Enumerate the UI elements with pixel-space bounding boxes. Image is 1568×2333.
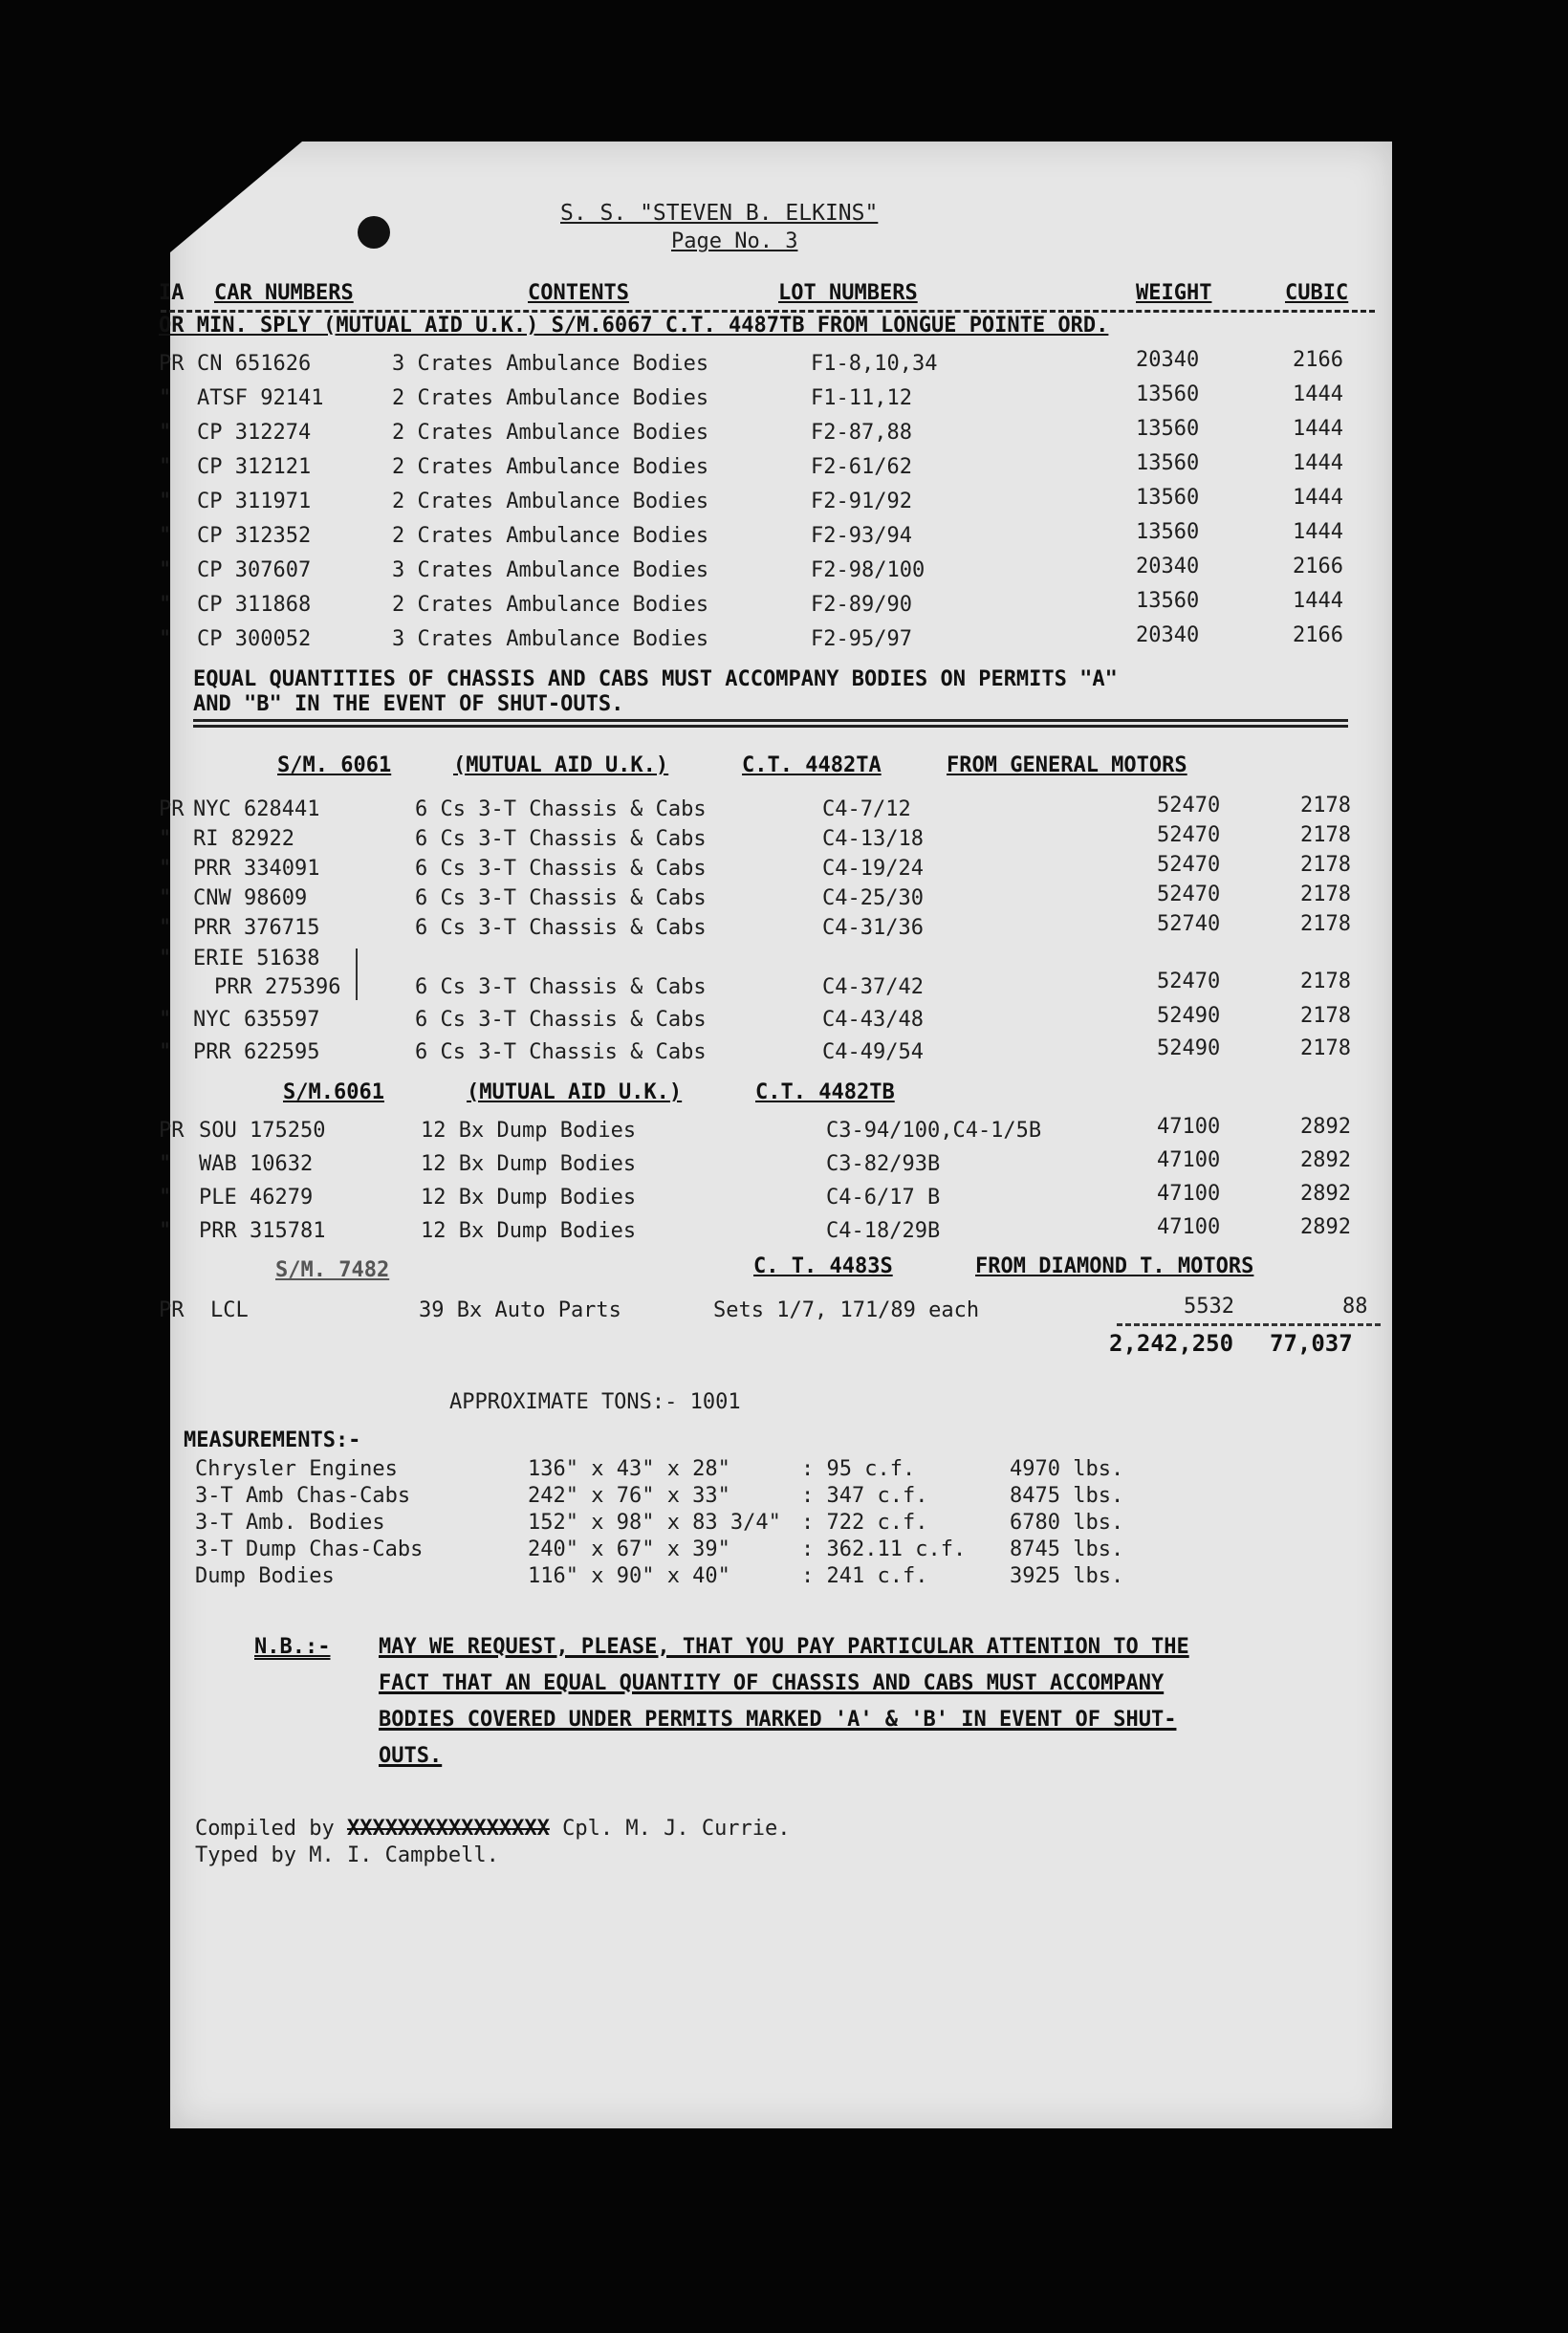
row-ia: ": [159, 421, 172, 445]
row-car-number: CP 312121: [197, 455, 312, 479]
row-cubic: 2892: [1300, 1148, 1351, 1172]
measure-cubic-feet: : 722 c.f.: [801, 1511, 928, 1535]
row-lot-number: C4-43/48: [822, 1008, 924, 1032]
lcl-car: LCL: [210, 1298, 249, 1322]
row-ia: ": [159, 490, 172, 513]
row-ia: ": [159, 886, 172, 910]
measure-item: 3-T Amb. Bodies: [195, 1511, 385, 1535]
row-cubic: 2166: [1293, 348, 1343, 372]
measure-weight: 4970 lbs.: [1010, 1457, 1124, 1481]
row-lot-number: F2-91/92: [811, 490, 912, 513]
row-weight: 13560: [1136, 486, 1200, 510]
row-cubic: 1444: [1293, 589, 1343, 613]
notice-rule-1: [193, 719, 1348, 722]
split-lot: C4-37/42: [822, 975, 924, 999]
row-cubic: 2166: [1293, 623, 1343, 647]
section2-aid: (MUTUAL AID U.K.): [453, 753, 669, 777]
row-contents: 12 Bx Dump Bodies: [421, 1152, 637, 1176]
page-number: Page No. 3: [671, 229, 798, 253]
row-cubic: 1444: [1293, 417, 1343, 441]
row-weight: 20340: [1136, 623, 1200, 647]
section4-ct: C. T. 4483S: [753, 1254, 893, 1278]
row-contents: 6 Cs 3-T Chassis & Cabs: [415, 1008, 707, 1032]
section4-from: FROM DIAMOND T. MOTORS: [975, 1254, 1254, 1278]
row-cubic: 1444: [1293, 382, 1343, 406]
row-lot-number: F2-95/97: [811, 627, 912, 651]
row-lot-number: F2-93/94: [811, 524, 912, 548]
row-cubic: 1444: [1293, 520, 1343, 544]
header-cubic: CUBIC: [1285, 281, 1349, 305]
compiled-by: Compiled by XXXXXXXXXXXXXXXX Cpl. M. J. Currie.: [195, 1817, 791, 1841]
row-weight: 13560: [1136, 451, 1200, 475]
row-ia: ": [159, 827, 172, 851]
row-weight: 13560: [1136, 520, 1200, 544]
total-cubic: 77,037: [1270, 1330, 1353, 1357]
section2-from: FROM GENERAL MOTORS: [947, 753, 1187, 777]
row-contents: 2 Crates Ambulance Bodies: [392, 593, 709, 617]
row-ia: ": [159, 386, 172, 410]
row-contents: 2 Crates Ambulance Bodies: [392, 421, 709, 445]
row-ia: ": [159, 627, 172, 651]
row-ia: ": [159, 455, 172, 479]
row-car-number: ATSF 92141: [197, 386, 324, 410]
split-cubic: 2178: [1300, 970, 1351, 993]
row-contents: 6 Cs 3-T Chassis & Cabs: [415, 916, 707, 940]
row-lot-number: C4-18/29B: [826, 1219, 941, 1243]
row-ia: PR: [159, 352, 185, 376]
row-weight: 52470: [1157, 853, 1221, 877]
header-lot-numbers: LOT NUMBERS: [778, 281, 918, 305]
measure-dimensions: 116" x 90" x 40": [528, 1564, 730, 1588]
approximate-tons: APPROXIMATE TONS:- 1001: [449, 1390, 741, 1414]
row-car-number: PLE 46279: [199, 1186, 314, 1210]
row-cubic: 2178: [1300, 883, 1351, 906]
measure-cubic-feet: : 362.11 c.f.: [801, 1537, 967, 1561]
row-weight: 52490: [1157, 1004, 1221, 1028]
lcl-weight: 5532: [1184, 1295, 1234, 1319]
row-car-number: SOU 175250: [199, 1119, 326, 1143]
section3-aid: (MUTUAL AID U.K.): [467, 1080, 683, 1104]
row-lot-number: F2-61/62: [811, 455, 912, 479]
row-weight: 47100: [1157, 1215, 1221, 1239]
row-cubic: 2178: [1300, 823, 1351, 847]
row-cubic: 2178: [1300, 1036, 1351, 1060]
row-ia: PR: [159, 1119, 185, 1143]
row-weight: 52470: [1157, 883, 1221, 906]
row-contents: 6 Cs 3-T Chassis & Cabs: [415, 886, 707, 910]
lcl-lot: Sets 1/7, 171/89 each: [713, 1298, 980, 1322]
row-contents: 12 Bx Dump Bodies: [421, 1186, 637, 1210]
row-ia: ": [159, 558, 172, 582]
row-lot-number: F2-87,88: [811, 421, 912, 445]
nb-line: OUTS.: [379, 1744, 443, 1768]
row-cubic: 1444: [1293, 486, 1343, 510]
totals-rule: [1117, 1323, 1381, 1326]
measure-cubic-feet: : 95 c.f.: [801, 1457, 916, 1481]
split-contents: 6 Cs 3-T Chassis & Cabs: [415, 975, 707, 999]
measure-weight: 6780 lbs.: [1010, 1511, 1124, 1535]
section3-sm: S/M.6061: [283, 1080, 384, 1104]
row-weight: 47100: [1157, 1115, 1221, 1139]
row-lot-number: C4-7/12: [822, 797, 911, 821]
nb-line: FACT THAT AN EQUAL QUANTITY OF CHASSIS AND CABS MUST ACCOMPANY: [379, 1671, 1165, 1695]
nb-label: N.B.:-: [254, 1635, 331, 1659]
row-car-number: CP 312274: [197, 421, 312, 445]
measure-dimensions: 242" x 76" x 33": [528, 1484, 730, 1508]
row-contents: 2 Crates Ambulance Bodies: [392, 524, 709, 548]
struck-out-text: XXXXXXXXXXXXXXXX: [346, 1817, 550, 1841]
row-lot-number: F2-98/100: [811, 558, 926, 582]
row-ia: ": [159, 524, 172, 548]
row-ia: ": [159, 1040, 172, 1064]
row-contents: 6 Cs 3-T Chassis & Cabs: [415, 827, 707, 851]
row-ia: ": [159, 916, 172, 940]
row-contents: 6 Cs 3-T Chassis & Cabs: [415, 1040, 707, 1064]
notice-line-1: EQUAL QUANTITIES OF CHASSIS AND CABS MUST ACCOMPANY BODIES ON PERMITS "A": [193, 667, 1118, 691]
measure-item: Chrysler Engines: [195, 1457, 398, 1481]
measure-weight: 3925 lbs.: [1010, 1564, 1124, 1588]
row-contents: 6 Cs 3-T Chassis & Cabs: [415, 797, 707, 821]
row-contents: 12 Bx Dump Bodies: [421, 1119, 637, 1143]
row-car-number: PRR 315781: [199, 1219, 326, 1243]
typed-by: Typed by M. I. Campbell.: [195, 1843, 499, 1867]
row-lot-number: F2-89/90: [811, 593, 912, 617]
lcl-cubic: 88: [1342, 1295, 1368, 1319]
split-weight: 52470: [1157, 970, 1221, 993]
row-lot-number: F1-11,12: [811, 386, 912, 410]
section4-sm: S/M. 7482: [275, 1258, 390, 1282]
row-contents: 6 Cs 3-T Chassis & Cabs: [415, 857, 707, 881]
row-car-number: CP 311971: [197, 490, 312, 513]
measure-dimensions: 240" x 67" x 39": [528, 1537, 730, 1561]
row-cubic: 2892: [1300, 1215, 1351, 1239]
row-cubic: 2178: [1300, 1004, 1351, 1028]
row-cubic: 1444: [1293, 451, 1343, 475]
row-weight: 52740: [1157, 912, 1221, 936]
ship-title: S. S. "STEVEN B. ELKINS": [560, 201, 879, 226]
row-ia: ": [159, 1219, 172, 1243]
row-lot-number: C4-49/54: [822, 1040, 924, 1064]
measure-weight: 8745 lbs.: [1010, 1537, 1124, 1561]
row-weight: 13560: [1136, 417, 1200, 441]
measure-dimensions: 152" x 98" x 83 3/4": [528, 1511, 781, 1535]
nb-line: BODIES COVERED UNDER PERMITS MARKED 'A' & 'B' IN EVENT OF SHUT-: [379, 1708, 1177, 1732]
row-weight: 52470: [1157, 794, 1221, 818]
nb-line: MAY WE REQUEST, PLEASE, THAT YOU PAY PARTICULAR ATTENTION TO THE: [379, 1635, 1189, 1659]
row-car-number: PRR 334091: [193, 857, 320, 881]
row-lot-number: C4-25/30: [822, 886, 924, 910]
row-weight: 52490: [1157, 1036, 1221, 1060]
row-car-number: NYC 628441: [193, 797, 320, 821]
row-lot-number: C3-82/93B: [826, 1152, 941, 1176]
section2-sm: S/M. 6061: [277, 753, 392, 777]
measure-cubic-feet: : 241 c.f.: [801, 1564, 928, 1588]
row-car-number: PRR 376715: [193, 916, 320, 940]
document-page: [159, 142, 1392, 2128]
measurements-title: MEASUREMENTS:-: [184, 1428, 361, 1452]
row-contents: 2 Crates Ambulance Bodies: [392, 455, 709, 479]
header-ia: IA: [159, 281, 185, 305]
row-lot-number: C3-94/100,C4-1/5B: [826, 1119, 1042, 1143]
row-ia: ": [159, 593, 172, 617]
row-ia: ": [159, 1152, 172, 1176]
row-cubic: 2892: [1300, 1182, 1351, 1206]
row-cubic: 2178: [1300, 794, 1351, 818]
row-contents: 2 Crates Ambulance Bodies: [392, 386, 709, 410]
split-ia: ": [159, 947, 172, 970]
row-lot-number: C4-19/24: [822, 857, 924, 881]
lcl-contents: 39 Bx Auto Parts: [419, 1298, 621, 1322]
row-car-number: CN 651626: [197, 352, 312, 376]
row-weight: 52470: [1157, 823, 1221, 847]
row-contents: 2 Crates Ambulance Bodies: [392, 490, 709, 513]
row-weight: 13560: [1136, 589, 1200, 613]
header-contents: CONTENTS: [528, 281, 629, 305]
order-line: OR MIN. SPLY (MUTUAL AID U.K.) S/M.6067 C.T. 4487TB FROM LONGUE POINTE ORD.: [159, 314, 1109, 338]
row-car-number: PRR 622595: [193, 1040, 320, 1064]
row-weight: 13560: [1136, 382, 1200, 406]
row-contents: 3 Crates Ambulance Bodies: [392, 558, 709, 582]
row-cubic: 2178: [1300, 912, 1351, 936]
split-car-1: ERIE 51638: [193, 947, 320, 970]
measure-cubic-feet: : 347 c.f.: [801, 1484, 928, 1508]
row-weight: 47100: [1157, 1148, 1221, 1172]
lcl-ia: PR: [159, 1298, 185, 1322]
row-car-number: WAB 10632: [199, 1152, 314, 1176]
split-bracket: [350, 948, 358, 1000]
measure-item: Dump Bodies: [195, 1564, 335, 1588]
row-car-number: RI 82922: [193, 827, 294, 851]
row-car-number: CP 312352: [197, 524, 312, 548]
row-lot-number: F1-8,10,34: [811, 352, 938, 376]
row-lot-number: C4-31/36: [822, 916, 924, 940]
notice-rule-2: [193, 725, 1348, 728]
punch-hole: [358, 216, 390, 249]
row-car-number: CP 307607: [197, 558, 312, 582]
measure-item: 3-T Dump Chas-Cabs: [195, 1537, 424, 1561]
measure-dimensions: 136" x 43" x 28": [528, 1457, 730, 1481]
section2-ct: C.T. 4482TA: [742, 753, 882, 777]
row-car-number: CNW 98609: [193, 886, 308, 910]
row-cubic: 2166: [1293, 555, 1343, 578]
row-car-number: CP 311868: [197, 593, 312, 617]
row-ia: ": [159, 1008, 172, 1032]
notice-line-2: AND "B" IN THE EVENT OF SHUT-OUTS.: [193, 692, 624, 716]
measure-weight: 8475 lbs.: [1010, 1484, 1124, 1508]
header-weight: WEIGHT: [1136, 281, 1212, 305]
row-weight: 20340: [1136, 555, 1200, 578]
row-cubic: 2892: [1300, 1115, 1351, 1139]
row-lot-number: C4-6/17 B: [826, 1186, 941, 1210]
row-car-number: CP 300052: [197, 627, 312, 651]
row-ia: PR: [159, 797, 185, 821]
row-contents: 12 Bx Dump Bodies: [421, 1219, 637, 1243]
header-rule: [161, 310, 1375, 313]
row-car-number: NYC 635597: [193, 1008, 320, 1032]
row-lot-number: C4-13/18: [822, 827, 924, 851]
row-weight: 47100: [1157, 1182, 1221, 1206]
measure-item: 3-T Amb Chas-Cabs: [195, 1484, 411, 1508]
row-contents: 3 Crates Ambulance Bodies: [392, 627, 709, 651]
row-contents: 3 Crates Ambulance Bodies: [392, 352, 709, 376]
section3-ct: C.T. 4482TB: [755, 1080, 895, 1104]
row-ia: ": [159, 857, 172, 881]
total-weight: 2,242,250: [1109, 1330, 1234, 1357]
header-car-numbers: CAR NUMBERS: [214, 281, 354, 305]
row-ia: ": [159, 1186, 172, 1210]
folded-corner: [170, 142, 302, 252]
split-car-2: PRR 275396: [214, 975, 341, 999]
row-weight: 20340: [1136, 348, 1200, 372]
row-cubic: 2178: [1300, 853, 1351, 877]
